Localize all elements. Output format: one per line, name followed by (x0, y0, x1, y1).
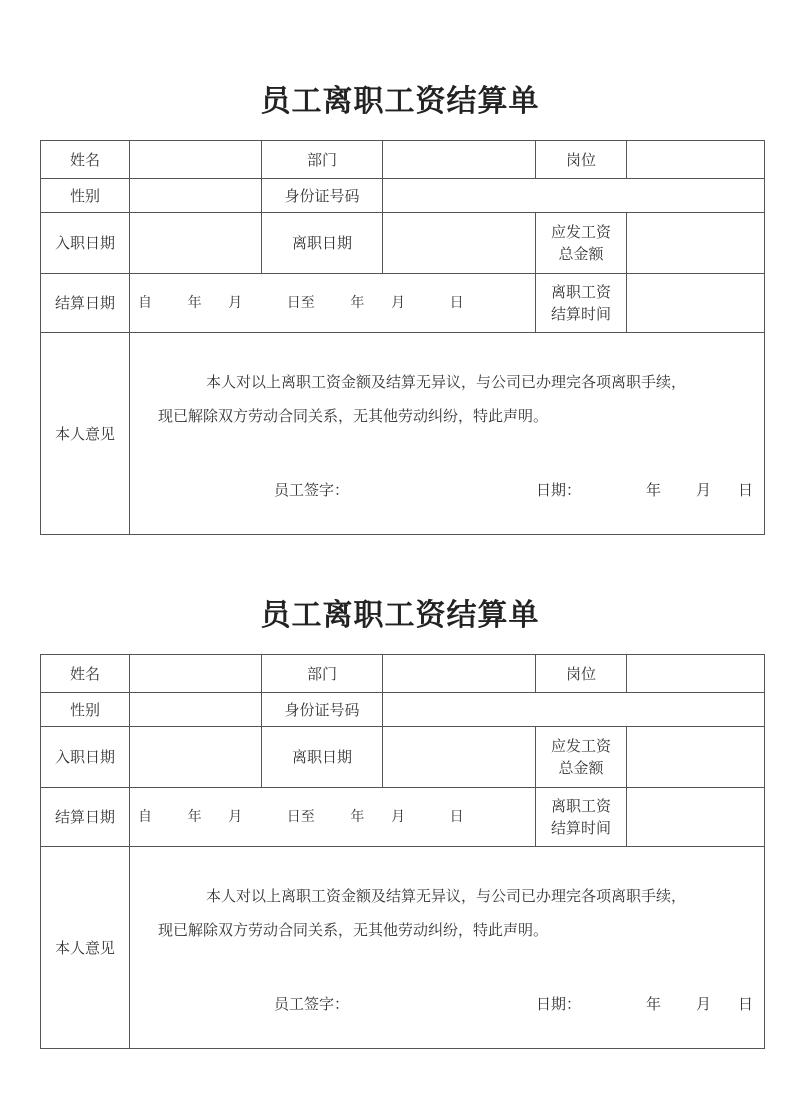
settle-date-range[interactable]: 自 年 月 日至 年 月 日 (130, 788, 536, 847)
label-settle-time: 离职工资 结算时间 (536, 788, 627, 847)
label-settle-date: 结算日期 (41, 788, 130, 847)
statement-line-2: 现已解除双方劳动合同关系，无其他劳动纠纷，特此声明。 (158, 921, 549, 939)
position-field[interactable] (627, 655, 765, 693)
position-field[interactable] (627, 141, 765, 179)
label-opinion: 本人意见 (41, 333, 130, 535)
id-number-field[interactable] (383, 693, 765, 727)
label-leave-date: 离职日期 (262, 213, 383, 274)
statement-line-2: 现已解除双方劳动合同关系，无其他劳动纠纷，特此声明。 (158, 407, 549, 425)
settle-time-field[interactable] (627, 274, 765, 333)
settle-date-range[interactable]: 自 年 月 日至 年 月 日 (130, 274, 536, 333)
month-label: 月 (696, 481, 712, 499)
form-table (40, 140, 765, 535)
signature-label[interactable]: 员工签字： (274, 481, 350, 499)
label-gender: 性别 (41, 179, 130, 213)
label-hire-date: 入职日期 (41, 727, 130, 788)
leave-date-field[interactable] (383, 213, 536, 274)
form-table (40, 654, 765, 1049)
label-position: 岗位 (536, 141, 627, 179)
month-label: 月 (696, 995, 712, 1013)
label-department: 部门 (262, 655, 383, 693)
id-number-field[interactable] (383, 179, 765, 213)
form-title: 员工离职工资结算单 (260, 84, 540, 119)
year-label: 年 (646, 995, 662, 1013)
label-leave-date: 离职日期 (262, 727, 383, 788)
leave-date-field[interactable] (383, 727, 536, 788)
statement-line-1: 本人对以上离职工资金额及结算无异议，与公司已办理完各项离职手续， (206, 373, 687, 391)
gender-field[interactable] (130, 693, 262, 727)
opinion-cell (130, 847, 765, 1049)
label-gross-pay: 应发工资 总金额 (536, 727, 627, 788)
label-gross-pay: 应发工资 总金额 (536, 213, 627, 274)
label-id-number: 身份证号码 (262, 179, 383, 213)
name-field[interactable] (130, 655, 262, 693)
day-label: 日 (738, 481, 754, 499)
department-field[interactable] (383, 655, 536, 693)
gross-pay-field[interactable] (627, 727, 765, 788)
label-opinion: 本人意见 (41, 847, 130, 1049)
gross-pay-field[interactable] (627, 213, 765, 274)
date-label: 日期： (536, 481, 582, 499)
opinion-cell (130, 333, 765, 535)
label-gender: 性别 (41, 693, 130, 727)
statement-line-1: 本人对以上离职工资金额及结算无异议，与公司已办理完各项离职手续， (206, 887, 687, 905)
signature-label[interactable]: 员工签字： (274, 995, 350, 1013)
name-field[interactable] (130, 141, 262, 179)
hire-date-field[interactable] (130, 213, 262, 274)
gender-field[interactable] (130, 179, 262, 213)
label-hire-date: 入职日期 (41, 213, 130, 274)
settle-time-field[interactable] (627, 788, 765, 847)
settlement-form (40, 654, 764, 1049)
label-settle-time: 离职工资 结算时间 (536, 274, 627, 333)
label-name: 姓名 (41, 655, 130, 693)
label-name: 姓名 (41, 141, 130, 179)
settlement-form (40, 140, 764, 535)
label-id-number: 身份证号码 (262, 693, 383, 727)
hire-date-field[interactable] (130, 727, 262, 788)
label-department: 部门 (262, 141, 383, 179)
day-label: 日 (738, 995, 754, 1013)
year-label: 年 (646, 481, 662, 499)
label-position: 岗位 (536, 655, 627, 693)
label-settle-date: 结算日期 (41, 274, 130, 333)
form-title: 员工离职工资结算单 (260, 598, 540, 633)
department-field[interactable] (383, 141, 536, 179)
date-label: 日期： (536, 995, 582, 1013)
